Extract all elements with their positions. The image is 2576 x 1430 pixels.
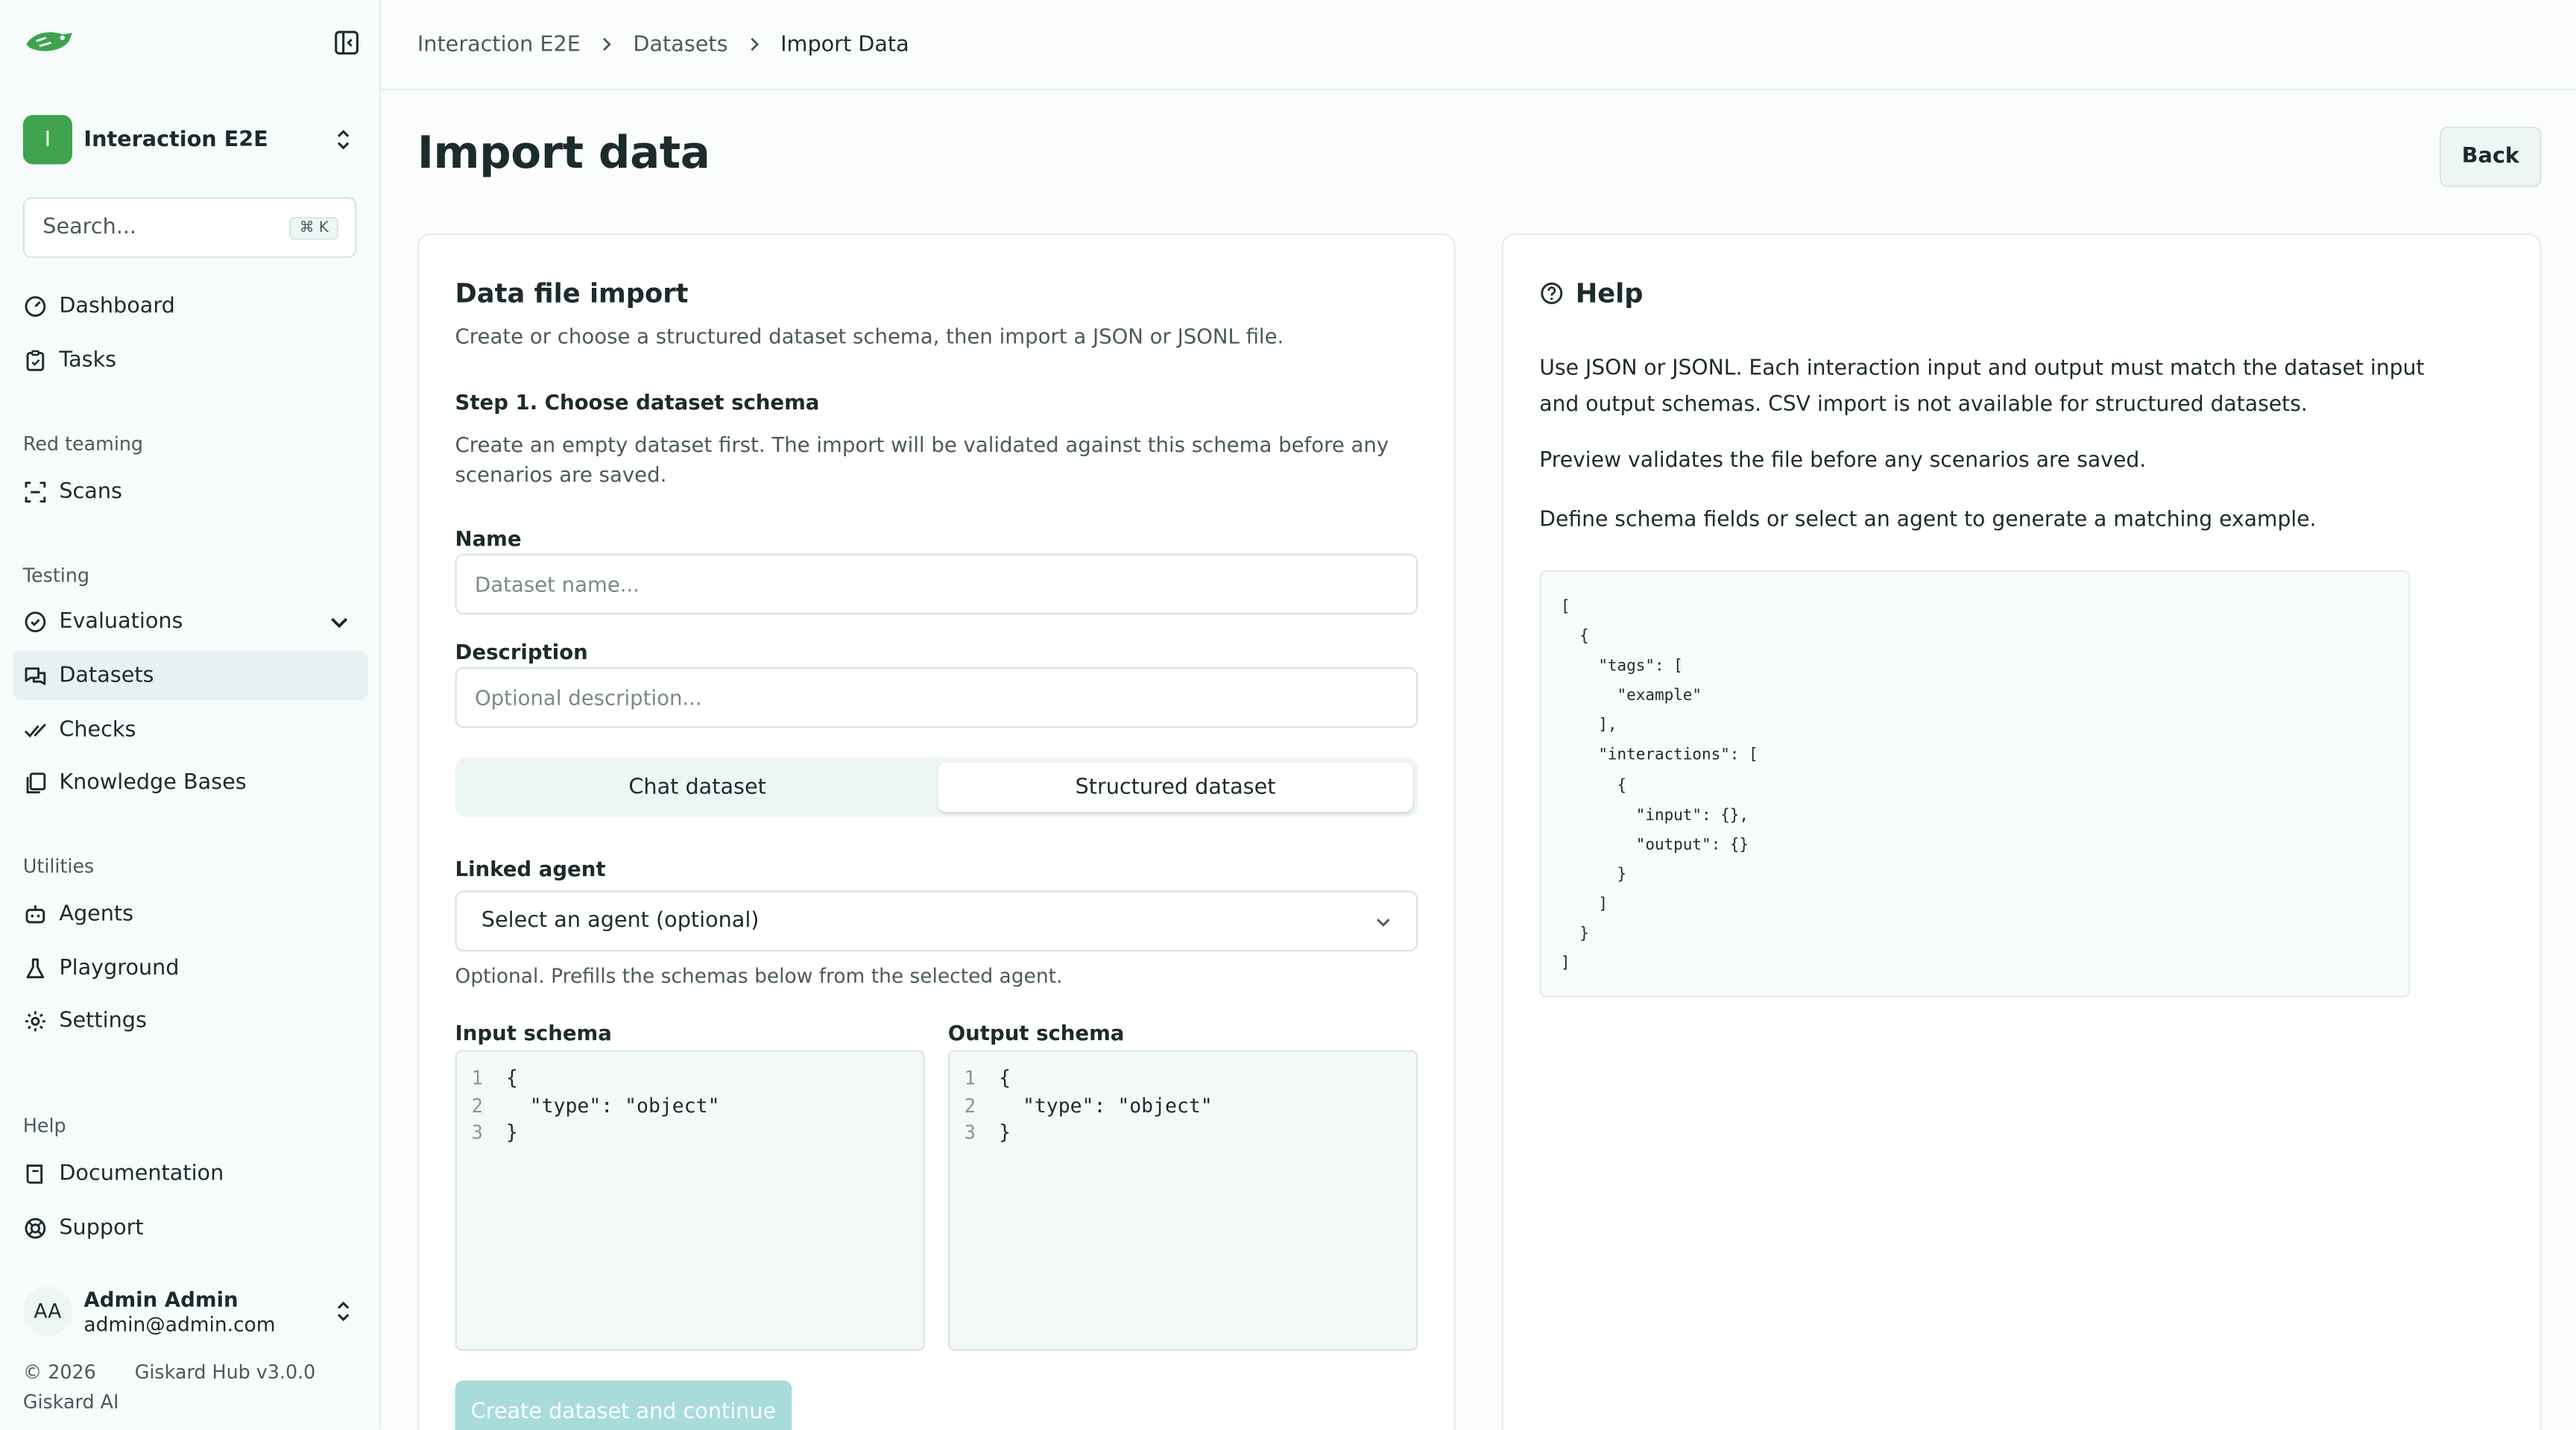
code-line: { xyxy=(999,1067,1011,1090)
json-example-code: [ { "tags": [ "example" ], "interactions": [ { "input": {}, "output": {} } ] } ] xyxy=(1539,570,2410,998)
code-line: "type": "object" xyxy=(999,1094,1213,1118)
sidebar xyxy=(0,0,381,1430)
robot-icon xyxy=(23,901,48,926)
sidebar-item-settings[interactable] xyxy=(13,996,368,1045)
gear-icon xyxy=(23,1008,48,1033)
check-circle-icon xyxy=(23,609,48,634)
user-menu[interactable] xyxy=(23,1282,359,1341)
code-line: { xyxy=(505,1067,518,1090)
search-shortcut-badge: ⌘ K xyxy=(289,216,338,239)
lifebuoy-icon xyxy=(23,1215,48,1240)
description-label: Description xyxy=(455,639,588,664)
search-placeholder: Search... xyxy=(42,215,137,240)
sidebar-item-label: Agents xyxy=(59,901,134,927)
tab-chat-dataset[interactable]: Chat dataset xyxy=(460,763,935,812)
page-title: Import data xyxy=(417,127,710,180)
user-name: Admin Admin xyxy=(83,1286,239,1311)
breadcrumb-item[interactable]: Interaction E2E xyxy=(417,31,581,57)
help-title: Help xyxy=(1575,277,1644,309)
sidebar-item-agents[interactable] xyxy=(13,889,368,938)
sidebar-item-documentation[interactable] xyxy=(13,1149,368,1198)
help-paragraph: Use JSON or JSONL. Each interaction input and output must match the dataset input and output schemas. CSV import is not available for structured datasets. xyxy=(1539,356,2425,418)
card-subtitle: Create or choose a structured dataset schema, then import a JSON or JSONL file. xyxy=(455,324,1284,349)
linked-agent-label: Linked agent xyxy=(455,856,606,881)
giskard-logo-icon[interactable] xyxy=(23,23,76,59)
chevron-down-icon[interactable] xyxy=(327,609,352,634)
sidebar-item-label: Settings xyxy=(59,1008,147,1033)
sidebar-item-scans[interactable] xyxy=(13,467,368,516)
project-name: Interaction E2E xyxy=(83,127,268,152)
sidebar-item-tasks[interactable] xyxy=(13,336,368,385)
sidebar-item-label: Documentation xyxy=(59,1161,224,1186)
chevron-updown-icon xyxy=(332,128,355,151)
search-input[interactable] xyxy=(23,197,356,258)
sidebar-item-label: Checks xyxy=(59,717,136,743)
back-button[interactable]: Back xyxy=(2440,127,2542,188)
help-paragraph: Preview validates the file before any scenarios are saved. xyxy=(1539,448,2147,473)
footer-copyright: © 2026 xyxy=(22,1360,96,1384)
dashboard-icon xyxy=(23,293,48,318)
section-label-utilities: Utilities xyxy=(22,854,95,878)
main-content xyxy=(381,0,2576,1430)
line-number: 2 xyxy=(964,1094,976,1118)
sidebar-item-label: Scans xyxy=(59,479,122,504)
checks-icon xyxy=(23,717,48,742)
sidebar-item-datasets[interactable] xyxy=(13,651,368,700)
sidebar-item-label: Support xyxy=(59,1215,144,1240)
sidebar-item-label: Tasks xyxy=(59,347,117,373)
section-label-help: Help xyxy=(22,1114,66,1138)
clipboard-icon xyxy=(23,347,48,372)
sidebar-item-support[interactable] xyxy=(13,1203,368,1252)
chevron-updown-icon xyxy=(332,1300,355,1323)
section-label-testing: Testing xyxy=(22,564,89,587)
step-description: Create an empty dataset first. The import will be validated against this schema before any scenarios are saved. xyxy=(455,432,1389,487)
code-line: "type": "object" xyxy=(505,1094,720,1118)
section-label-red-teaming: Red teaming xyxy=(22,432,144,456)
code-line: } xyxy=(505,1121,518,1144)
line-number: 2 xyxy=(471,1094,483,1118)
breadcrumb-item[interactable]: Datasets xyxy=(633,31,728,57)
linked-agent-select-value: Select an agent (optional) xyxy=(481,908,760,933)
step-title: Step 1. Choose dataset schema xyxy=(455,389,820,415)
footer-company: Giskard AI xyxy=(22,1390,119,1414)
breadcrumb-current: Import Data xyxy=(780,31,909,57)
create-dataset-button[interactable]: Create dataset and continue xyxy=(455,1380,792,1430)
sidebar-item-label: Datasets xyxy=(59,663,154,688)
chevron-right-icon xyxy=(597,34,616,54)
linked-agent-hint: Optional. Prefills the schemas below from the selected agent. xyxy=(455,964,1063,988)
input-schema-label: Input schema xyxy=(455,1020,612,1045)
sidebar-item-dashboard[interactable] xyxy=(13,281,368,330)
sidebar-item-label: Knowledge Bases xyxy=(59,769,247,795)
breadcrumb xyxy=(381,0,2576,90)
card-title: Data file import xyxy=(455,277,689,309)
sidebar-item-playground[interactable] xyxy=(13,943,368,992)
tab-structured-dataset[interactable]: Structured dataset xyxy=(938,763,1413,812)
output-schema-editor[interactable] xyxy=(948,1050,1418,1350)
line-number: 1 xyxy=(964,1067,976,1090)
help-card xyxy=(1502,233,2542,1430)
scan-icon xyxy=(23,479,48,503)
linked-agent-select[interactable] xyxy=(455,891,1418,952)
chevron-right-icon xyxy=(745,34,764,54)
data-file-import-card xyxy=(417,233,1456,1430)
input-schema-editor[interactable] xyxy=(455,1050,925,1350)
code-line: } xyxy=(999,1121,1011,1144)
sidebar-item-checks[interactable] xyxy=(13,705,368,755)
sidebar-item-label: Playground xyxy=(59,955,180,980)
name-label: Name xyxy=(455,526,522,551)
dataset-name-input[interactable] xyxy=(455,554,1418,615)
footer-version: Giskard Hub v3.0.0 xyxy=(134,1360,316,1384)
project-switcher[interactable] xyxy=(23,113,359,166)
avatar: AA xyxy=(23,1287,72,1336)
line-number: 3 xyxy=(471,1121,483,1144)
line-number: 3 xyxy=(964,1121,976,1144)
books-icon xyxy=(23,770,48,795)
line-number: 1 xyxy=(471,1067,483,1090)
dataset-type-segmented-control xyxy=(455,757,1418,816)
sidebar-item-evaluations[interactable] xyxy=(13,596,368,646)
chevron-down-icon xyxy=(1374,911,1393,930)
sidebar-item-label: Dashboard xyxy=(59,293,175,318)
output-schema-label: Output schema xyxy=(947,1020,1125,1045)
sidebar-item-knowledge-bases[interactable] xyxy=(13,757,368,807)
dataset-description-input[interactable] xyxy=(455,667,1418,728)
sidebar-item-label: Evaluations xyxy=(59,608,183,634)
project-avatar: I xyxy=(23,115,72,164)
help-paragraph: Define schema fields or select an agent to generate a matching example. xyxy=(1539,508,2317,533)
sidebar-collapse-icon[interactable] xyxy=(332,28,362,57)
book-icon xyxy=(23,1161,48,1185)
question-circle-icon xyxy=(1539,281,1564,306)
chat-icon xyxy=(23,663,48,687)
user-email: admin@admin.com xyxy=(83,1313,276,1336)
flask-icon xyxy=(23,956,48,980)
